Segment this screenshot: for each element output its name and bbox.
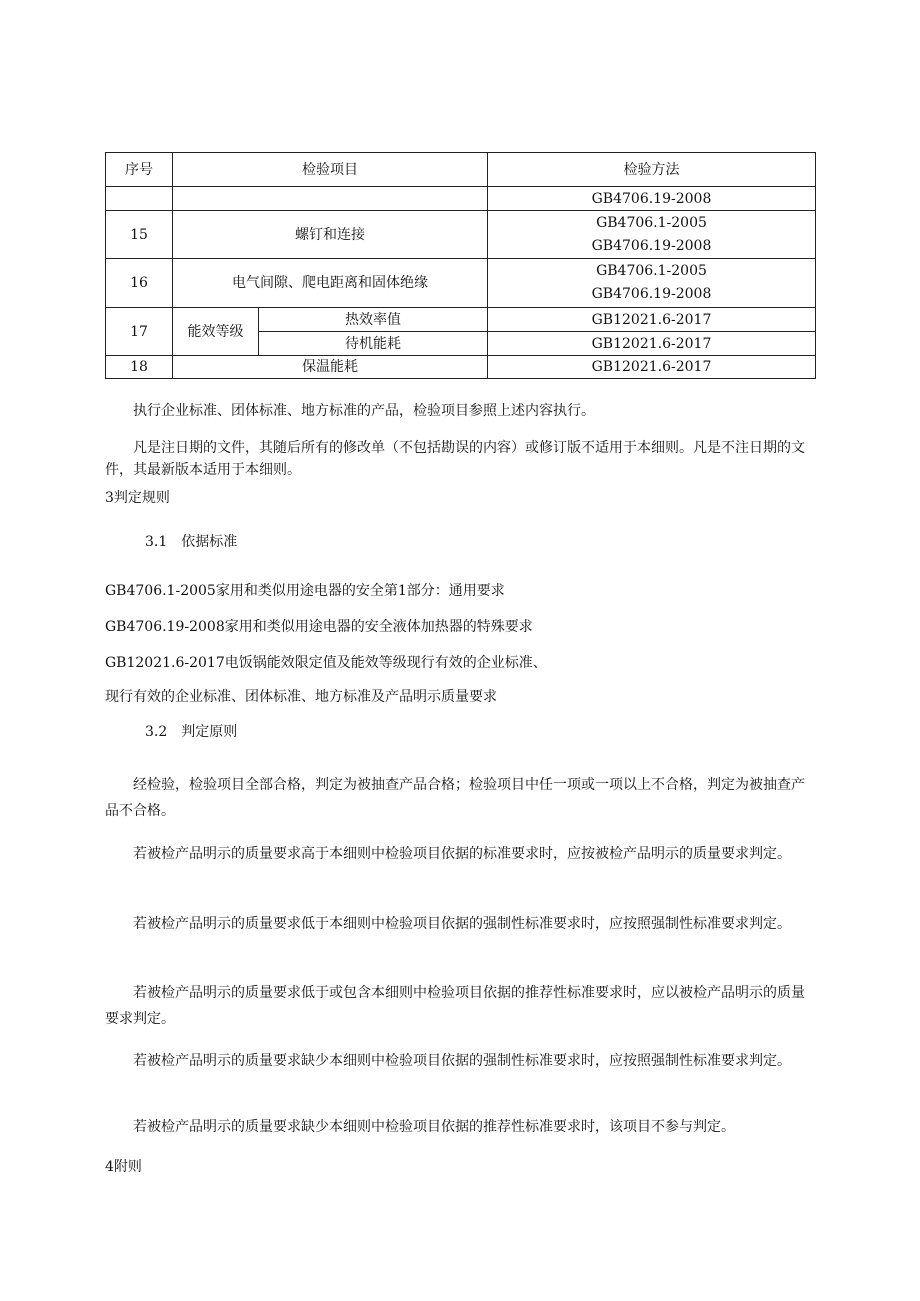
table-header-row: [106, 153, 816, 187]
table-row: [106, 211, 816, 259]
row17-group: 能效等级: [173, 308, 259, 356]
row14-method: GB4706.19-2008: [488, 187, 816, 211]
row16-no: 16: [106, 259, 173, 308]
section-heading-3: 3判定规则: [105, 490, 170, 506]
standard-item: GB4706.19-2008家用和类似用途电器的安全液体加热器的特殊要求: [105, 619, 533, 635]
inspection-table: [105, 152, 816, 379]
section-heading-3-2: 3.2 判定原则: [145, 724, 238, 740]
row16-method-2: GB4706.19-2008: [591, 286, 712, 302]
standard-item: 现行有效的企业标准、团体标准、地方标准及产品明示质量要求: [105, 689, 497, 705]
row18-method: GB12021.6-2017: [488, 356, 816, 379]
standard-item: GB4706.1-2005家用和类似用途电器的安全第1部分：通用要求: [105, 583, 505, 599]
row17-sub1-item: 热效率值: [259, 308, 488, 332]
row17-no: 17: [106, 308, 173, 356]
paragraph-reference-note: 执行企业标准、团体标准、地方标准的产品，检验项目参照上述内容执行。: [133, 403, 595, 419]
judgement-paragraph: 若被检产品明示的质量要求低于或包含本细则中检验项目依据的推荐性标准要求时，应以被检产品明示的质量要求判定。: [105, 985, 805, 1027]
row15-no: 15: [106, 211, 173, 259]
section-heading-4: 4附则: [105, 1159, 142, 1175]
header-method: 检验方法: [488, 153, 816, 187]
paragraph-dated-docs: 凡是注日期的文件，其随后所有的修改单（不包括勘误的内容）或修订版不适用于本细则。凡是不注日期的文件，其最新版本适用于本细则。: [105, 440, 805, 478]
header-item: 检验项目: [173, 153, 488, 187]
row15-method-2: GB4706.19-2008: [591, 237, 712, 254]
judgement-paragraph: 若被检产品明示的质量要求缺少本细则中检验项目依据的强制性标准要求时，应按照强制性标准要求判定。: [133, 1053, 791, 1069]
table-row: [106, 308, 816, 332]
judgement-paragraph: 经检验，检验项目全部合格，判定为被抽查产品合格；检验项目中任一项或一项以上不合格，判定为被抽查产品不合格。: [105, 777, 805, 819]
row17-sub2-item: 待机能耗: [259, 332, 488, 356]
table-row: [106, 259, 816, 308]
row15-methods: [488, 211, 816, 259]
header-no: 序号: [106, 153, 173, 187]
row17-sub2-method: GB12021.6-2017: [488, 332, 816, 356]
table-row: [106, 187, 816, 211]
row18-no: 18: [106, 356, 173, 379]
standard-item: GB12021.6-2017电饭锅能效限定值及能效等级现行有效的企业标准、: [105, 655, 547, 671]
row15-item: 螺钉和连接: [173, 211, 488, 259]
row16-methods: [488, 259, 816, 308]
row16-method-1: GB4706.1-2005: [596, 263, 707, 279]
table-row: [106, 356, 816, 379]
judgement-paragraph: 若被检产品明示的质量要求缺少本细则中检验项目依据的推荐性标准要求时，该项目不参与判定。: [133, 1119, 735, 1135]
judgement-paragraph: 若被检产品明示的质量要求高于本细则中检验项目依据的标准要求时，应按被检产品明示的质量要求判定。: [133, 846, 791, 862]
judgement-paragraph: 若被检产品明示的质量要求低于本细则中检验项目依据的强制性标准要求时，应按照强制性标准要求判定。: [133, 916, 791, 932]
row15-method-1: GB4706.1-2005: [596, 214, 707, 231]
row17-sub1-method: GB12021.6-2017: [488, 308, 816, 332]
row18-item: 保温能耗: [173, 356, 488, 379]
section-heading-3-1: 3.1 依据标准: [145, 534, 238, 550]
row16-item: 电气间隙、爬电距离和固体绝缘: [173, 259, 488, 308]
